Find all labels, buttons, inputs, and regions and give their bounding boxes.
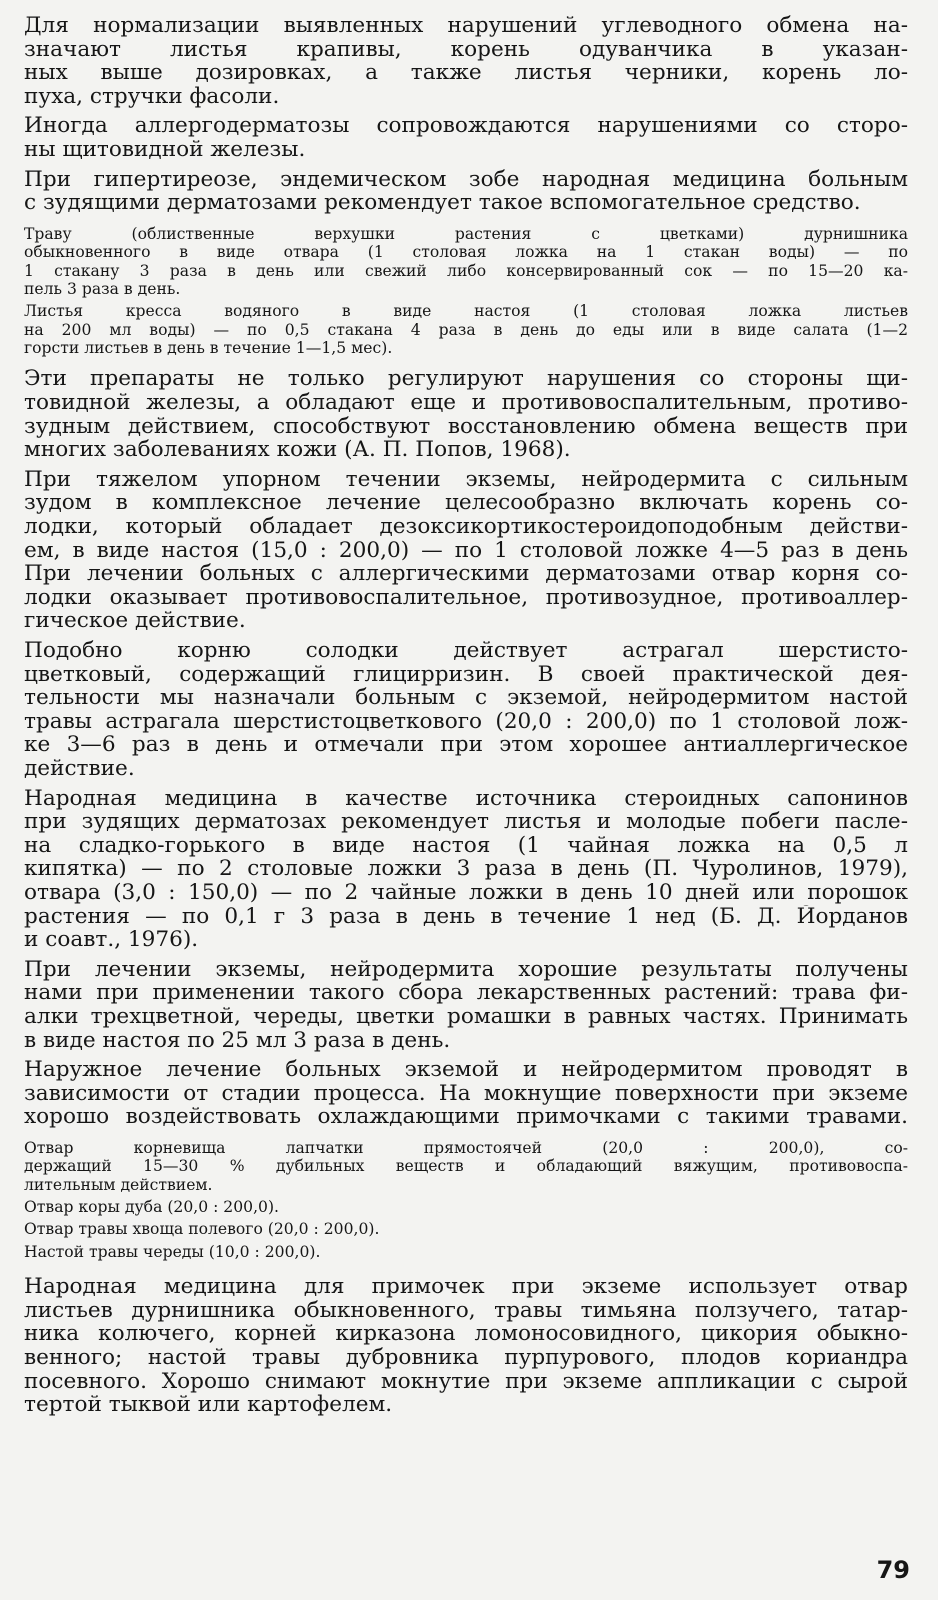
recipe-oak-bark — [24, 1198, 908, 1216]
text-line: хорошо воздействовать охлаждающими примочками с такими травами. — [24, 1105, 908, 1129]
text-line: Настой травы череды (10,0 : 200,0). — [24, 1242, 321, 1261]
text-line: 1 стакану 3 раза в день или свежий либо консервированный сок — по 15—20 ка- — [24, 261, 908, 280]
text-line: венного; настой травы дубровника пурпурового, плодов кориандра — [24, 1346, 908, 1370]
paragraph-thyroid — [24, 114, 908, 161]
recipe-block-thyroid — [24, 225, 908, 358]
text-line: тертой тыквой или картофелем. — [24, 1393, 393, 1417]
text-line: с зудящими дерматозами рекомендует такое вспомогательное средство. — [24, 191, 861, 215]
text-line: цветковый, содержащий глицирризин. В своей практической дея- — [24, 662, 908, 687]
text-line: растения — по 0,1 г 3 раза в день в течение 1 нед (Б. Д. Йорданов — [24, 904, 908, 929]
text-line: ных выше дозировках, а также листья черники, корень ло- — [24, 61, 908, 85]
text-line: ем, в виде настоя (15,0 : 200,0) — по 1 столовой ложке 4—5 раз в день — [24, 538, 908, 563]
text-line: тельности мы назначали больным с экземой, нейродермитом настой — [24, 686, 908, 710]
text-line: при зудящих дерматозах рекомендует листья и молодые побеги пасле- — [24, 810, 908, 834]
text-line: зависимости от стадии процесса. На мокнущие поверхности при экземе — [24, 1081, 908, 1106]
text-line: Наружное лечение больных экземой и нейродермитом проводят в — [24, 1058, 908, 1082]
paragraph-herbal-collection — [24, 958, 908, 1052]
text-line: травы астрагала шерстистоцветкового (20,0 : 200,0) по 1 столовой лож- — [24, 709, 908, 734]
paragraph-hyperthyroidism — [24, 168, 908, 215]
recipe-cocklebur — [24, 225, 908, 299]
text-line: При тяжелом упорном течении экземы, нейродермита с сильным — [24, 467, 908, 492]
paragraph-licorice — [24, 468, 908, 633]
text-line: ке 3—6 раз в день и отмечали при этом хорошее антиаллергическое — [24, 733, 908, 757]
text-line: Отвар травы хвоща полевого (20,0 : 200,0). — [24, 1220, 380, 1239]
text-line: Для нормализации выявленных нарушений углеводного обмена на- — [24, 14, 908, 38]
recipe-horsetail — [24, 1220, 908, 1238]
text-line: При гипертиреозе, эндемическом зобе народная медицина больным — [24, 167, 908, 192]
page-number: 79 — [876, 1556, 910, 1584]
text-line: многих заболеваниях кожи (А. П. Попов, 1968). — [24, 438, 571, 462]
paragraph-lotions — [24, 1275, 908, 1417]
text-line: гическое действие. — [24, 609, 246, 634]
text-line: действие. — [24, 756, 135, 781]
text-line: Листья кресса водяного в виде настоя (1 столовая ложка листьев — [24, 302, 908, 321]
text-line: в виде настоя по 25 мл 3 раза в день. — [24, 1028, 451, 1053]
text-line: Народная медицина в качестве источника стероидных сапонинов — [24, 786, 908, 811]
text-line: держащий 15—30 % дубильных веществ и обладающий вяжущим, противовоспа- — [24, 1157, 908, 1176]
recipe-watercress — [24, 302, 908, 357]
text-line: пель 3 раза в день. — [24, 279, 181, 298]
text-line: и соавт., 1976). — [24, 928, 199, 952]
text-line: на 200 мл воды) — по 0,5 стакана 4 раза в день до еды или в виде салата (1—2 — [24, 320, 908, 339]
paragraph-carbohydrate — [24, 14, 908, 108]
text-line: кипятка) — по 2 столовые ложки 3 раза в день (П. Чуролинов, 1979), — [24, 857, 908, 881]
paragraph-external-treatment — [24, 1058, 908, 1129]
text-line: листьев дурнишника обыкновенного, травы тимьяна ползучего, татар- — [24, 1298, 908, 1323]
text-line: на сладко-горького в виде настоя (1 чайная ложка на 0,5 л — [24, 833, 908, 858]
text-line: отвара (3,0 : 150,0) — по 2 чайные ложки в день 10 дней или порошок — [24, 880, 908, 905]
text-line: значают листья крапивы, корень одуванчика в указан- — [24, 37, 908, 62]
text-line: Иногда аллергодерматозы сопровождаются нарушениями со сторо- — [24, 114, 908, 138]
recipe-block-lotions — [24, 1139, 908, 1261]
text-line: Подобно корню солодки действует астрагал шерстисто- — [24, 639, 908, 663]
paragraph-preparations — [24, 367, 908, 461]
text-line: Отвар корневища лапчатки прямостоячей (20,0 : 200,0), со- — [24, 1138, 908, 1157]
text-line: обыкновенного в виде отвара (1 столовая ложка на 1 стакан воды) — по — [24, 243, 908, 262]
text-line: горсти листьев в день в течение 1—1,5 мес). — [24, 339, 393, 358]
text-line: зудным действием, способствуют восстановлению обмена веществ при — [24, 414, 908, 439]
text-line: нами при применении такого сбора лекарственных растений: трава фи- — [24, 981, 908, 1005]
text-line: Эти препараты не только регулируют нарушения со стороны щи- — [24, 367, 908, 392]
recipe-cinquefoil — [24, 1139, 908, 1194]
text-line: ны щитовидной железы. — [24, 137, 306, 162]
text-line: зудом в комплексное лечение целесообразно включать корень со- — [24, 491, 908, 516]
text-line: Траву (облиственные верхушки растения с цветками) дурнишника — [24, 224, 908, 243]
text-line: Отвар коры дуба (20,0 : 200,0). — [24, 1198, 279, 1217]
text-line: При лечении больных с аллергическими дерматозами отвар корня со- — [24, 562, 908, 586]
paragraph-nightshade — [24, 787, 908, 952]
recipe-bur-marigold — [24, 1243, 908, 1261]
text-line: товидной железы, а обладают еще и противовоспалительным, противо- — [24, 391, 908, 415]
text-line: лодки, который обладает дезоксикортикостероидоподобным действи- — [24, 515, 908, 539]
text-line: лодки оказывает противовоспалительное, противозудное, противоаллер- — [24, 585, 908, 610]
text-line: посевного. Хорошо снимают мокнутие при экземе аппликации с сырой — [24, 1369, 908, 1394]
text-line: ника колючего, корней кирказона ломоносовидного, цикория обыкно- — [24, 1322, 908, 1347]
paragraph-astragalus — [24, 639, 908, 781]
text-line: При лечении экземы, нейродермита хорошие результаты получены — [24, 957, 908, 982]
text-line: Народная медицина для примочек при экземе использует отвар — [24, 1275, 908, 1299]
text-line: лительным действием. — [24, 1175, 213, 1194]
text-line: пуха, стручки фасоли. — [24, 84, 280, 109]
text-line: алки трехцветной, череды, цветки ромашки в равных частях. Принимать — [24, 1004, 908, 1029]
